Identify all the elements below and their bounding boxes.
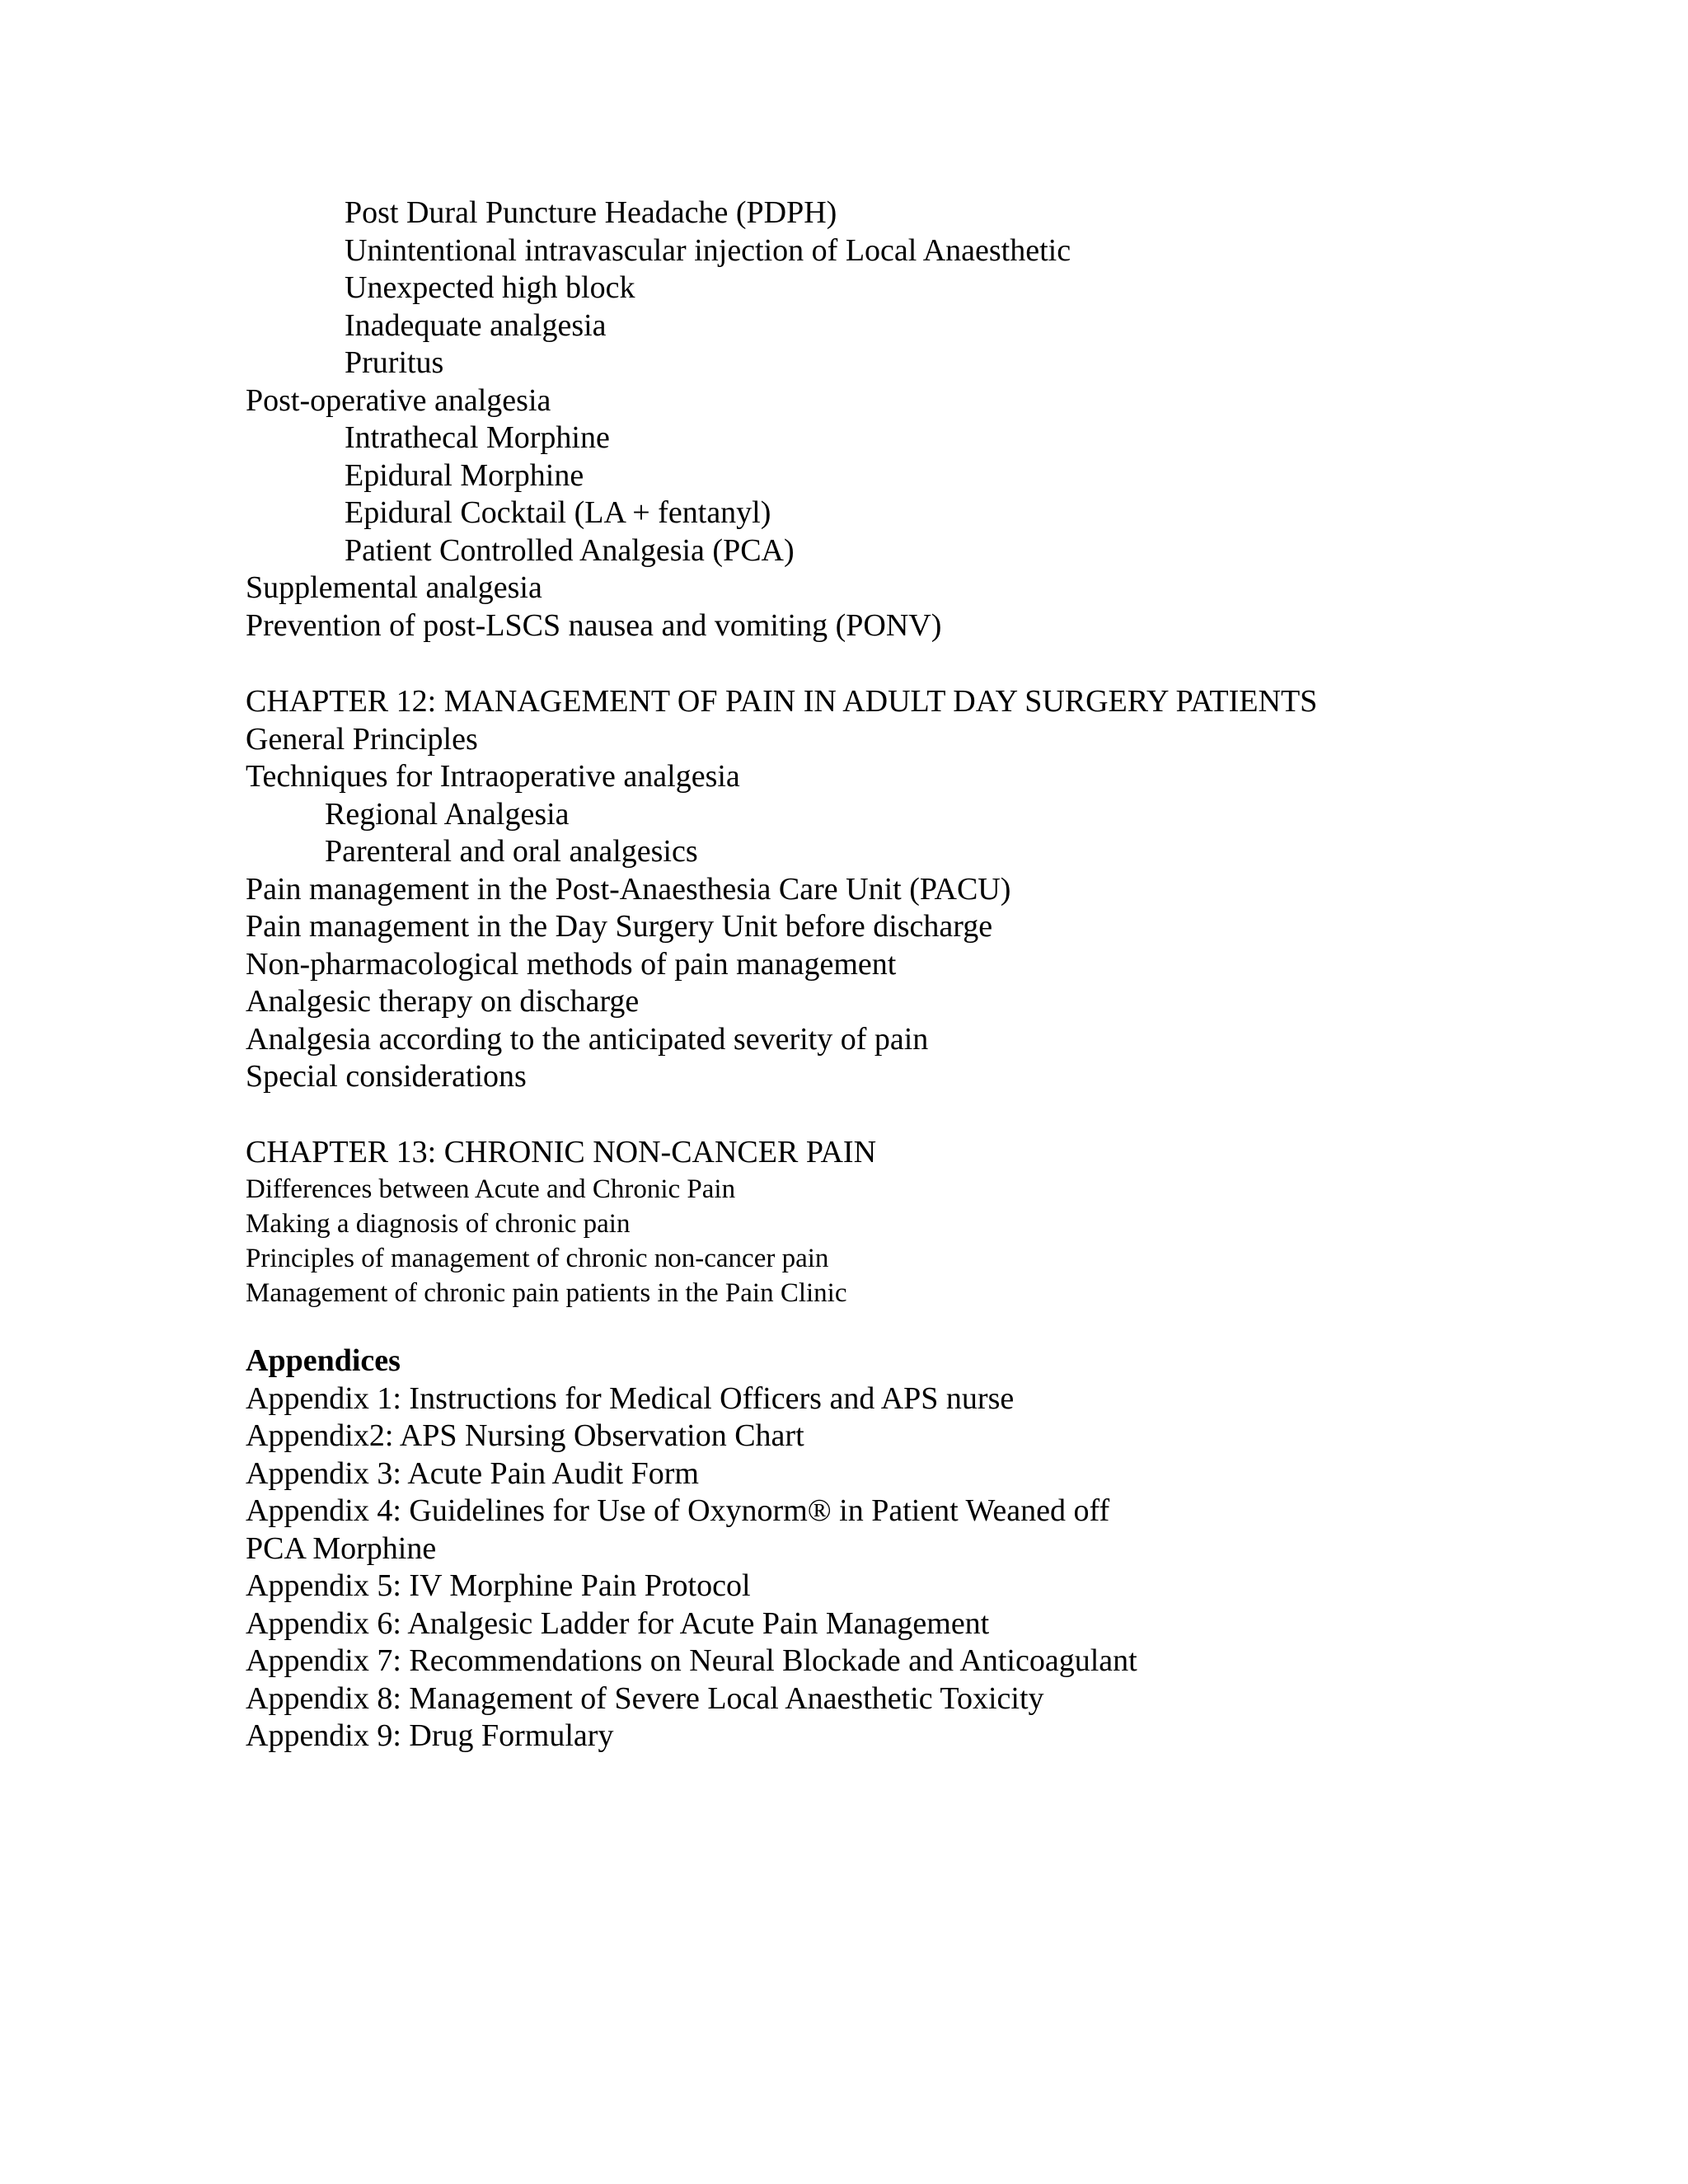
toc-entry: Unintentional intravascular injection of Local Anaesthetic [345, 232, 1071, 268]
appendix-entry: Appendix 3: Acute Pain Audit Form [246, 1455, 699, 1491]
toc-entry: Management of chronic pain patients in the Pain Clinic [246, 1277, 847, 1308]
appendix-entry: Appendix 4: Guidelines for Use of Oxynorm® in Patient Weaned off [246, 1493, 1110, 1528]
toc-section-heading: Analgesia according to the anticipated severity of pain [246, 1021, 929, 1057]
toc-entry: Unexpected high block [345, 270, 635, 305]
toc-entry: Regional Analgesia [325, 796, 570, 832]
appendix-entry: Appendix 8: Management of Severe Local Anaesthetic Toxicity [246, 1680, 1044, 1716]
appendices-heading: Appendices [246, 1343, 401, 1378]
chapter-13-section [246, 1134, 876, 1310]
toc-section-heading: Pain management in the Post-Anaesthesia Care Unit (PACU) [246, 871, 1011, 907]
appendix-entry: Appendix 7: Recommendations on Neural Blockade and Anticoagulant [246, 1643, 1137, 1678]
chapter-title: CHAPTER 12: MANAGEMENT OF PAIN IN ADULT DAY SURGERY PATIENTS [246, 684, 1318, 719]
toc-entry: Patient Controlled Analgesia (PCA) [345, 532, 795, 568]
toc-entry: Inadequate analgesia [345, 307, 607, 343]
appendix-entry-continuation: PCA Morphine [246, 1530, 437, 1566]
appendix-entry: Appendix 5: IV Morphine Pain Protocol [246, 1568, 751, 1603]
toc-section-heading: Techniques for Intraoperative analgesia [246, 759, 740, 794]
toc-entry: Making a diagnosis of chronic pain [246, 1208, 631, 1239]
chapter-12-section [246, 683, 1317, 1096]
toc-entry: Epidural Morphine [345, 457, 584, 493]
appendix-entry: Appendix 1: Instructions for Medical Officers and APS nurse [246, 1380, 1015, 1416]
appendix-entry: Appendix 9: Drug Formulary [246, 1718, 614, 1753]
toc-section-heading: Post-operative analgesia [246, 382, 551, 418]
appendix-entry: Appendix 6: Analgesic Ladder for Acute Pain Management [246, 1605, 990, 1641]
toc-section-heading: Non-pharmacological methods of pain management [246, 946, 897, 982]
toc-section-heading: Special considerations [246, 1059, 527, 1094]
appendix-entry: Appendix2: APS Nursing Observation Chart [246, 1418, 804, 1453]
toc-entry: Differences between Acute and Chronic Pain [246, 1174, 736, 1204]
toc-section-heading: General Principles [246, 721, 478, 757]
toc-entry: Principles of management of chronic non-cancer pain [246, 1243, 829, 1273]
toc-entry: Post Dural Puncture Headache (PDPH) [345, 195, 837, 230]
toc-section-heading: Supplemental analgesia [246, 570, 542, 605]
toc-entry: Pruritus [345, 345, 444, 380]
appendices-section [246, 1343, 1137, 1755]
toc-section-heading: Pain management in the Day Surgery Unit before discharge [246, 909, 993, 944]
toc-section-heading: Prevention of post-LSCS nausea and vomiting (PONV) [246, 607, 942, 643]
toc-entry: Intrathecal Morphine [345, 420, 610, 455]
chapter-11-continued-section [246, 194, 1071, 644]
toc-entry: Parenteral and oral analgesics [325, 834, 698, 869]
chapter-title: CHAPTER 13: CHRONIC NON-CANCER PAIN [246, 1135, 877, 1169]
toc-section-heading: Analgesic therapy on discharge [246, 984, 640, 1019]
toc-entry: Epidural Cocktail (LA + fentanyl) [345, 495, 771, 530]
